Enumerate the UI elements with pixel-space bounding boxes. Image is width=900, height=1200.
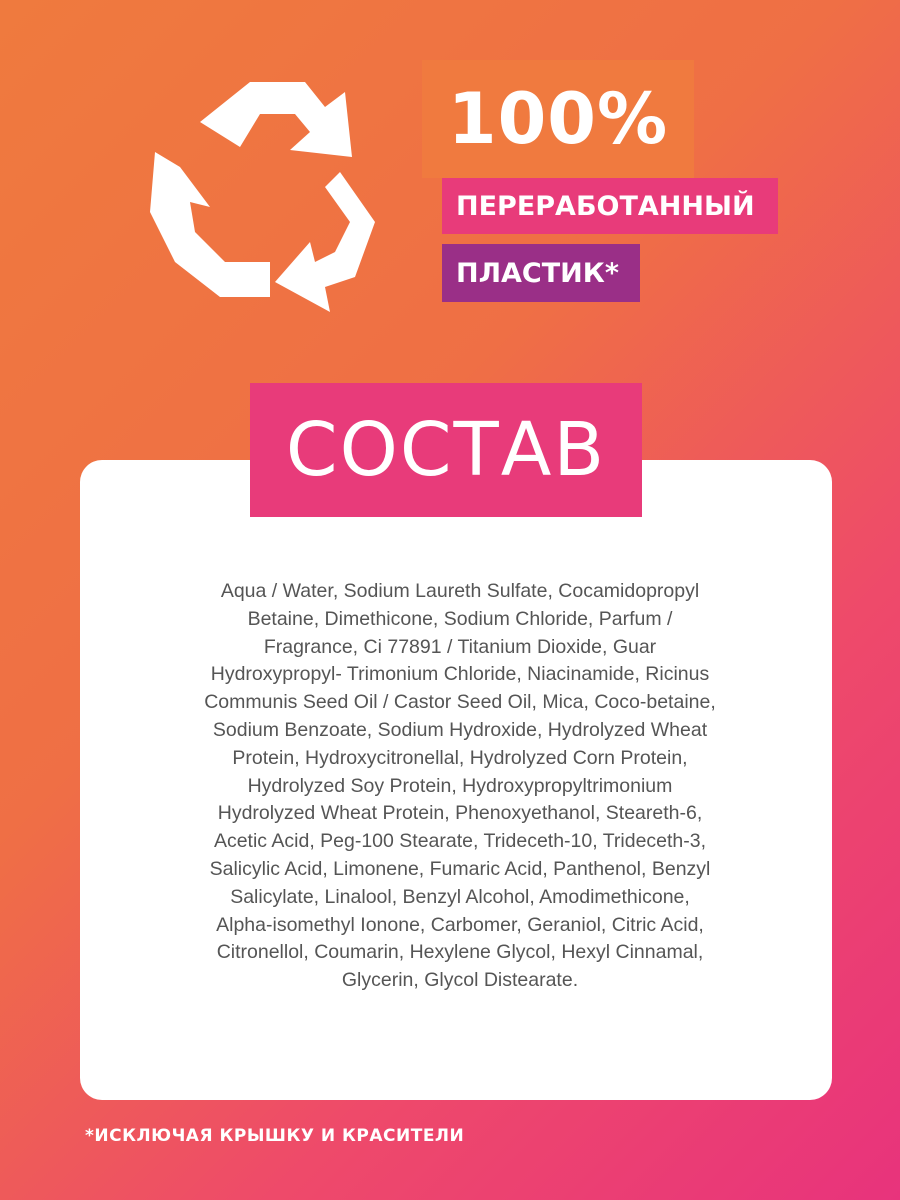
ingredients-line: Aqua / Water, Sodium Laureth Sulfate, Cocamidopropyl — [220, 580, 700, 602]
ingredients-line: Acetic Acid, Peg-100 Stearate, Trideceth-10, Trideceth-3, — [213, 830, 707, 853]
ingredients-line: Glycerin, Glycol Distearate. — [341, 969, 579, 992]
recycle-icon — [140, 72, 390, 322]
ingredients-line: Hydrolyzed Wheat Protein, Phenoxyethanol, Steareth-6, — [217, 802, 703, 825]
ingredients-list — [140, 578, 780, 995]
ingredients-line: Salicylic Acid, Limonene, Fumaric Acid, Panthenol, Benzyl — [209, 857, 711, 880]
ingredients-line: Citronellol, Coumarin, Hexylene Glycol, Hexyl Cinnamal, — [216, 941, 704, 964]
ingredients-line: Hydroxypropyl- Trimonium Chloride, Niacinamide, Ricinus — [210, 663, 710, 686]
ingredients-line: Salicylate, Linalool, Benzyl Alcohol, Amodimethicone, — [230, 885, 690, 908]
ingredients-line: Protein, Hydroxycitronellal, Hydrolyzed Corn Protein, — [232, 746, 688, 769]
footnote: *ИСКЛЮЧАЯ КРЫШКУ И КРАСИТЕЛИ — [85, 1126, 465, 1146]
ingredients-line: Fragrance, Ci 77891 / Titanium Dioxide, Guar — [263, 635, 657, 658]
ingredients-line: Betaine, Dimethicone, Sodium Chloride, Parfum / — [247, 607, 673, 630]
ingredients-line: Hydrolyzed Soy Protein, Hydroxypropyltrimonium — [247, 774, 673, 797]
ingredients-line: Sodium Benzoate, Sodium Hydroxide, Hydrolyzed Wheat — [212, 718, 708, 741]
percent-badge: 100% — [422, 60, 694, 178]
ingredients-line: Communis Seed Oil / Castor Seed Oil, Mica, Coco-betaine, — [204, 691, 716, 714]
ingredients-line: Alpha-isomethyl Ionone, Carbomer, Geraniol, Citric Acid, — [216, 913, 704, 936]
composition-title: СОСТАВ — [250, 383, 642, 517]
recycled-label: ПЕРЕРАБОТАННЫЙ — [442, 178, 778, 234]
plastic-label: ПЛАСТИК* — [442, 244, 640, 302]
